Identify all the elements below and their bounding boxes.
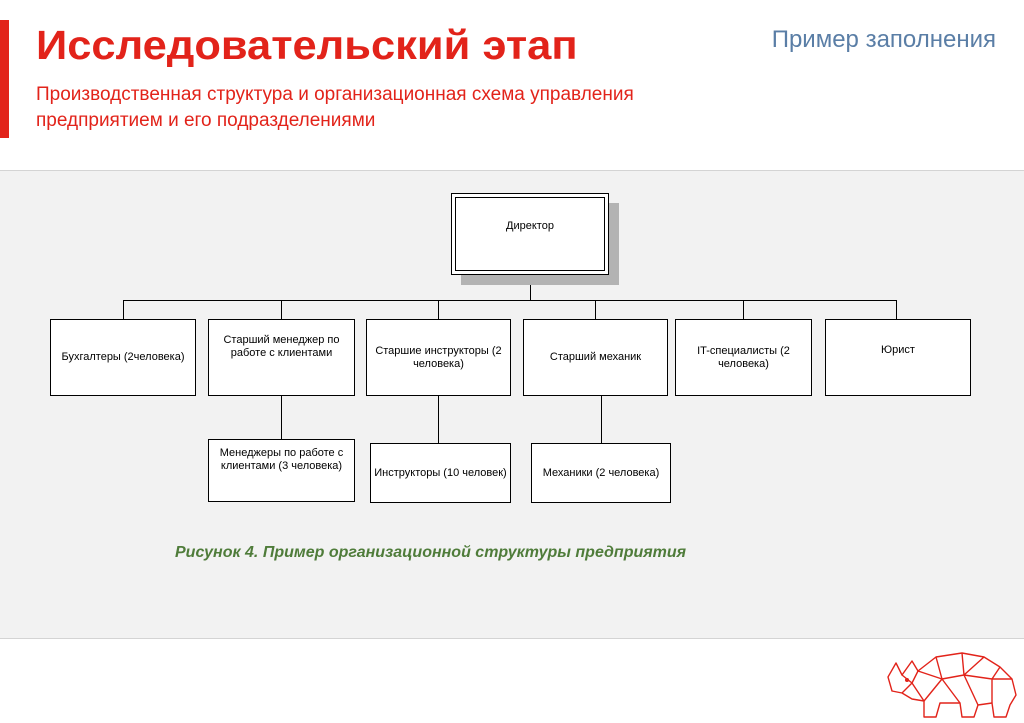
dept-label-lawyer: Юрист [881, 344, 915, 356]
dept-label-senior-manager: Старший менеджер по работе с клиентами [223, 334, 340, 359]
figure-caption: Рисунок 4. Пример организационной структуры предприятия [175, 544, 687, 561]
dept-box-it [675, 319, 812, 396]
sub-label-instructors: Инструкторы (10 человек) [374, 466, 507, 479]
sub-box-instructors [370, 443, 511, 503]
rhino-eye [905, 678, 909, 682]
accent-bar [0, 20, 9, 138]
dept-label-accountants: Бухгалтеры (2человека) [61, 351, 185, 363]
dept-box-senior-mechanic [523, 319, 668, 396]
rhino-icon [880, 643, 1020, 721]
dept-box-senior-manager [208, 319, 355, 396]
page-title: Исследовательский этап [36, 22, 578, 68]
dept-box-lawyer [825, 319, 971, 396]
sub-label-managers: Менеджеры по работе с клиентами (3 человека) [219, 447, 344, 472]
dept-box-accountants [50, 319, 196, 396]
director-box [451, 193, 609, 275]
org-chart-panel [0, 170, 1024, 639]
sub-box-mechanics [531, 443, 671, 503]
dept-label-senior-mechanic: Старший механик [549, 351, 642, 363]
director-label: Директор [506, 220, 554, 232]
dept-box-senior-instructors [366, 319, 511, 396]
dept-label-senior-instructors: Старшие инструкторы (2 человека) [375, 344, 502, 370]
sub-label-mechanics: Механики (2 человека) [542, 466, 660, 479]
page-subtitle: Производственная структура и организационная схема управления предприятием и его подразделениями [36, 84, 634, 131]
dept-label-it: IT-специалисты (2 человека) [697, 344, 790, 370]
sub-box-managers [208, 439, 355, 502]
example-label: Пример заполнения [771, 26, 996, 53]
